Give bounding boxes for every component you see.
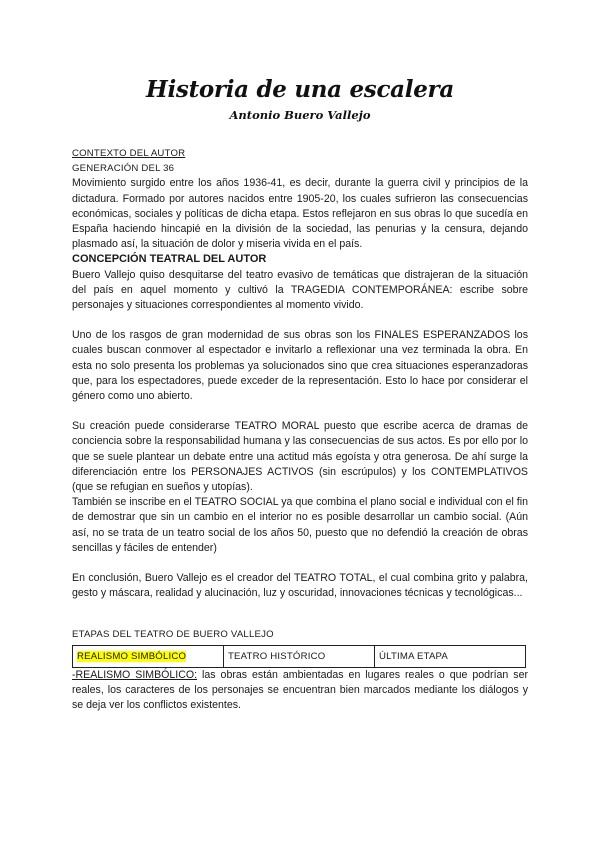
- conception-paragraph-5: En conclusión, Buero Vallejo es el creador del TEATRO TOTAL, el cual combina grito y palabra, gesto y máscara, realidad y alucinación, luz y oscuridad, innovaciones técnicas y tecnológicas...: [72, 572, 528, 600]
- context-paragraph: Movimiento surgido entre los años 1936-41, es decir, durante la guerra civil y principios de la dictadura. Formado por autores nacidos entre 1905-20, los cuales sufrieron las consecuencias económicas, sociales y políticas de dicha etapa. Estos reflejaron en sus obras lo que sucedía en España haciendo hincapié en la división de la sociedad, las penurias y la censura, dejando plasmado así, la situación de dolor y miseria vivida en el país.: [72, 177, 528, 251]
- stages-label: ETAPAS DEL TEATRO DE BUERO VALLEJO: [72, 629, 274, 641]
- stage-realismo-highlighted: REALISMO SIMBÓLICO: [77, 650, 187, 662]
- stage-cell-historico: TEATRO HISTÓRICO: [224, 645, 375, 667]
- stage-cell-ultima: ÚLTIMA ETAPA: [375, 645, 526, 667]
- document-title: Historia de una escalera: [146, 76, 454, 103]
- document-author: Antonio Buero Vallejo: [229, 108, 371, 122]
- conception-paragraph-4: También se inscribe en el TEATRO SOCIAL ya que combina el plano social e individual con el fin de demostrar que sin un cambio en el interior no es posible desarrollar un cambio social. (Aún así, no se trata de un teatro social de los años 50, puesto que no defendió la creación de obras sencillas y fáciles de entender): [72, 496, 528, 554]
- conception-paragraph-3: Su creación puede considerarse TEATRO MORAL puesto que escribe acerca de dramas de conciencia sobre la responsabilidad humana y las consecuencias de sus actos. Es por ello por lo que se suele plantear un debate entre una actitud más egoísta y otra generosa. De ahí surge la diferenciación entre los PERSONAJES ACTIVOS (sin escrúpulos) y los CONTEMPLATIVOS (que se refugian en sueños y utopías).: [72, 420, 528, 494]
- stage-cell-realismo: [73, 645, 224, 667]
- table-row: [73, 645, 526, 667]
- conception-heading: CONCEPCIÓN TEATRAL DEL AUTOR: [72, 253, 267, 266]
- stages-table: [72, 645, 526, 668]
- document-body: [72, 146, 528, 714]
- context-label: CONTEXTO DEL AUTOR: [72, 148, 186, 159]
- conception-paragraph-2: Uno de los rasgos de gran modernidad de sus obras son los FINALES ESPERANZADOS los cuales buscan conmover al espectador e invitarlo a reflexionar una vez terminada la obra. En esta no solo presenta los problemas ya solucionados sino que crea situaciones esperanzadoras que, para los espectadores, puede exceder de la representación. Esto lo hace por considerar el género como uno abierto.: [72, 329, 528, 403]
- conception-paragraph-1: Buero Vallejo quiso desquitarse del teatro evasivo de temáticas que distrajeran de la situación del país en aquel momento y cultivó la TRAGEDIA CONTEMPORÁNEA: escribe sobre personajes y situaciones correspondientes al momento vivido.: [72, 268, 528, 312]
- symbolic-label: -REALISMO SIMBÓLICO:: [72, 668, 198, 681]
- generation-label: GENERACIÓN DEL 36: [72, 163, 175, 175]
- symbolic-text: las obras están ambientadas en lugares reales o que podrían ser reales, los caracteres de los personajes se encuentran bien marcados mediante los diálogos y se deja ver los conflictos existentes.: [72, 668, 528, 712]
- symbolic-paragraph: [72, 668, 528, 714]
